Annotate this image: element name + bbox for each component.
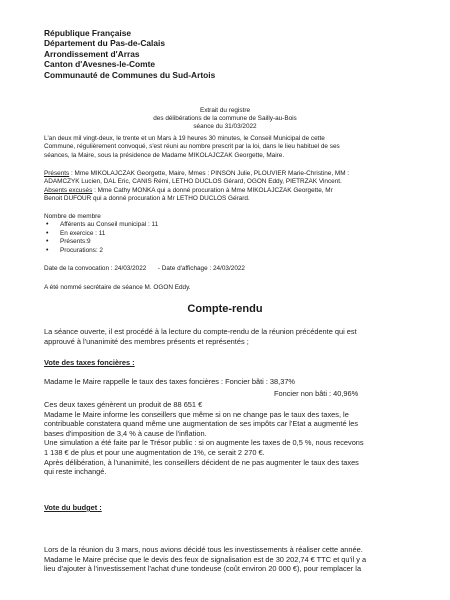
intro-line-1: L'an deux mil vingt-deux, le trente et un Mars à 19 heures 30 minutes, le Conseil Municipal de cette <box>44 135 325 142</box>
presents-line-2: ADAMCZYK Lucien, DAL Eric, CANIS Rémi, LETHO DUCLOS Gérard, OGON Eddy, PIETRZAK Vincent. <box>44 178 342 186</box>
extrait-line-2: des délibérations de la commune de Sailly-au-Bois <box>153 114 297 122</box>
list-item: • Procurations: 2 <box>44 247 158 255</box>
intro-line-2: Commune, régulièrement convoqué, s'est réuni au nombre prescrit par la loi, dans le lieu habituel de ses <box>44 143 340 151</box>
taxes-line-10: qui reste inchangé. <box>44 467 107 477</box>
header-departement: Département du Pas-de-Calais <box>44 38 166 49</box>
intro-paragraph <box>44 135 340 160</box>
budget-paragraph <box>44 545 366 574</box>
taxes-paragraph <box>44 400 364 477</box>
list-item: • En exercice : 11 <box>44 230 158 238</box>
taxes-line-5: contribuable constatera quand même une augmentation de ses impôts car l'Etat a augmenté les <box>44 419 359 429</box>
taxes-line-1: Madame le Maire rappelle le taux des taxes foncières : Foncier bâti : 38,37% <box>44 377 296 386</box>
taxes-heading: Vote des taxes foncières : <box>44 358 135 367</box>
members-title: Nombre de membre <box>44 213 101 220</box>
extrait-line-3: séance du 31/03/2022 <box>193 122 257 130</box>
taxes-line-2: Foncier non bâti : 40,96% <box>274 389 359 398</box>
intro-line-3: séances, la Maire, sous la présidence de Madame MIKOLAJCZAK Georgette, Maire. <box>44 151 285 159</box>
absents-line-1: : Mme Cathy MONKA qui a donné procuration à Mme MIKOLAJCZAK Georgette, Mr <box>92 186 333 194</box>
budget-line-1: Lors de la réunion du 3 mars, nous avions décidé tous les investissements à réaliser cette année. <box>44 545 363 554</box>
secretaire-line: A été nommé secrétaire de séance M. OGON Eddy. <box>44 284 191 291</box>
header-canton: Canton d'Avesnes-le-Comte <box>44 59 156 70</box>
list-item: • Présents:9 <box>44 238 158 246</box>
compte-rendu-title: Compte-rendu <box>187 303 263 315</box>
presents-line-1: : Mme MIKOLAJCZAK Georgette, Maire, Mmes : PINSON Julie, PLOUVIER Marie-Christine, MM : <box>69 170 350 177</box>
extrait-registre <box>0 107 450 130</box>
opening-line-2: approuvé à l'unanimité des membres présents et représentés ; <box>44 336 249 346</box>
header-republique: République Française <box>44 28 132 38</box>
taxes-line-6: bases d'imposition de 3,4 % à cause de l'inflation. <box>44 428 207 438</box>
taxes-line-7: Une simulation a été faite par le Trésor public : si on augmente les taxes de 0,5 %, nous recevons <box>44 438 364 448</box>
members-list <box>44 221 158 255</box>
opening-line-1: La séance ouverte, il est procédé à la lecture du compte-rendu de la réunion précédente qui est <box>44 327 357 336</box>
budget-line-2: Madame le Maire précise que le devis des feux de signalisation est de 30 202,74 € TTC et qu'il y a <box>44 554 367 564</box>
header-arrondissement: Arrondissement d'Arras <box>44 48 140 59</box>
header-communaute: Communauté de Communes du Sud-Artois <box>44 69 216 80</box>
taxes-line-8: 1 138 € de plus et pour une augmentation de 1%, ce serait 2 270 €. <box>44 447 265 457</box>
taxes-line-9: Après délibération, à l'unanimité, les conseillers décident de ne pas augmenter le taux des taxes <box>44 457 359 467</box>
list-item: • Afférents au Conseil municipal : 11 <box>44 221 158 229</box>
members-block <box>44 213 158 255</box>
budget-line-3: lieu d'ajouter à l'investissement l'achat d'une tondeuse (coût environ 20 000 €), pour remplacer la <box>44 564 362 574</box>
date-affichage: - Date d'affichage : 24/03/2022 <box>157 265 245 272</box>
date-convocation: Date de la convocation : 24/03/2022 <box>44 265 147 272</box>
letterhead <box>44 28 215 80</box>
opening-paragraph <box>44 327 357 346</box>
absents-line-2: Benoit DUFOUR qui a donné procuration à Mr LETHO DUCLOS Gérard. <box>44 195 250 203</box>
presents-paragraph <box>44 170 349 204</box>
extrait-line-1: Extrait du registre <box>199 107 251 114</box>
taxes-line-4: Madame le Maire informe les conseillers que même si on ne change pas le taux des taxes, le <box>44 409 349 419</box>
dates-line <box>44 265 245 273</box>
presents-label: Présents <box>44 170 70 177</box>
taxes-line-3: Ces deux taxes génèrent un produit de 88 651 € <box>44 400 203 409</box>
budget-heading: Vote du budget : <box>44 503 102 512</box>
absents-label: Absents excusés <box>44 186 93 194</box>
